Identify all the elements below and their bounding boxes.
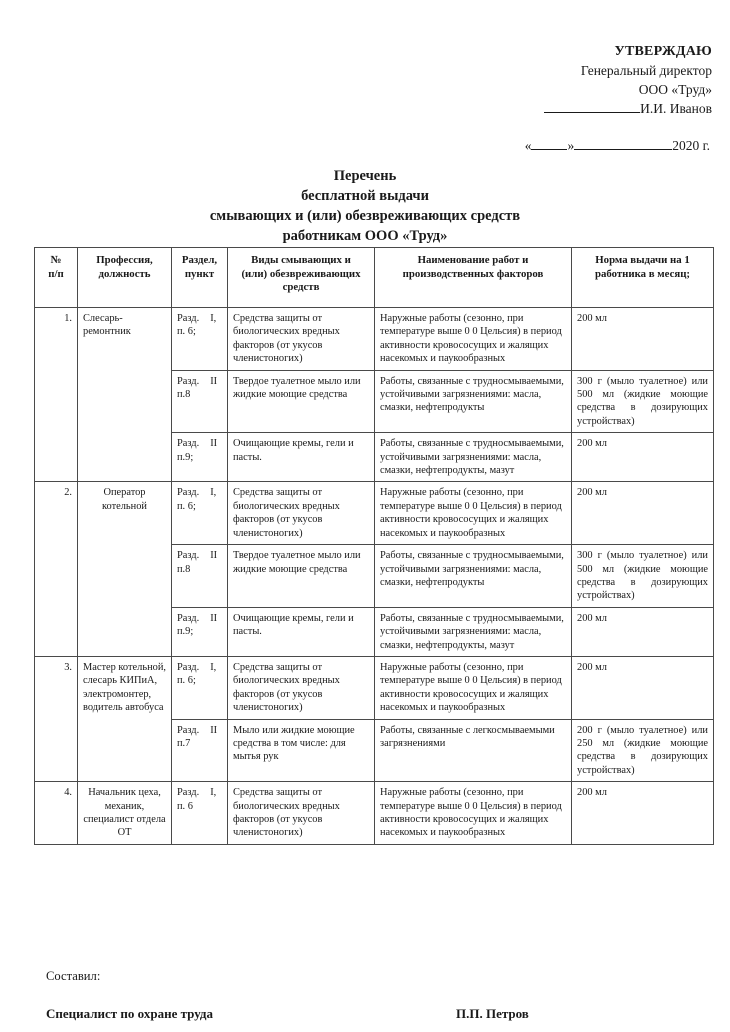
table-header-cell-2	[172, 248, 228, 308]
approval-block	[412, 42, 712, 155]
day-blank	[531, 149, 567, 150]
section-word: Разд.	[177, 438, 200, 450]
section-line-2: п. 6;	[177, 675, 196, 687]
profession-cell: Начальник цеха, механик, специалист отдела ОТ	[78, 782, 172, 845]
approval-date-line	[412, 136, 712, 155]
approval-heading: УТВЕРЖДАЮ	[614, 44, 712, 59]
header-line: Раздел,	[181, 254, 218, 266]
approval-signature-line	[412, 99, 712, 118]
header-line: должность	[98, 267, 151, 280]
section-line-2: п. 6;	[177, 500, 196, 512]
table-header-cell-4	[375, 248, 572, 308]
section-roman: II	[210, 612, 218, 624]
table-header-cell-1	[78, 248, 172, 308]
section-line-1	[177, 375, 222, 388]
section-word: Разд.	[177, 487, 200, 499]
section-line-2: п.8	[177, 389, 191, 401]
section-line-1	[177, 549, 222, 562]
section-roman: II	[210, 438, 218, 450]
norm-cell: 200 мл	[572, 482, 714, 545]
composed-by-label: Составил:	[46, 969, 101, 983]
section-word: Разд.	[177, 612, 200, 624]
means-type-cell: Мыло или жидкие моющие средства в том числе: для мытья рук	[228, 719, 375, 782]
section-roman: II	[210, 550, 218, 562]
means-type-cell: Средства защиты от биологических вредных факторов (от укусов членистоногих)	[228, 482, 375, 545]
table-row	[35, 308, 714, 371]
section-point-cell	[172, 433, 228, 482]
section-word: Разд.	[177, 550, 200, 562]
table-body	[35, 308, 714, 845]
section-word: Разд.	[177, 661, 200, 673]
header-line: Профессия,	[96, 254, 153, 266]
title-line-4: работникам ООО «Труд»	[282, 228, 448, 244]
section-point-cell	[172, 370, 228, 433]
row-number: 1.	[35, 308, 78, 482]
means-type-cell: Средства защиты от биологических вредных факторов (от укусов членистоногих)	[228, 308, 375, 371]
means-type-cell: Средства защиты от биологических вредных факторов (от укусов членистоногих)	[228, 782, 375, 845]
norm-cell: 200 мл	[572, 607, 714, 656]
norm-cell: 300 г (мыло туалетное) или 500 мл (жидкие моющие средства в дозирующих устройствах)	[572, 370, 714, 433]
section-line-1	[177, 612, 222, 625]
section-point-cell	[172, 656, 228, 719]
works-factors-cell: Наружные работы (сезонно, при температуре выше 0 0 Цельсия) в период активности кровососущих и жалящих насекомых и паукообразных	[375, 782, 572, 845]
means-type-cell: Твердое туалетное мыло или жидкие моющие средства	[228, 545, 375, 608]
document-footer	[46, 969, 706, 1022]
section-point-cell	[172, 719, 228, 782]
norm-cell: 200 мл	[572, 782, 714, 845]
approval-year: 2020 г.	[672, 138, 710, 153]
works-factors-cell: Наружные работы (сезонно, при температуре выше 0 0 Цельсия) в период активности кровососущих и жалящих насекомых и паукообразных	[375, 656, 572, 719]
page-title	[0, 166, 730, 246]
works-factors-cell: Работы, связанные с трудносмываемыми, устойчивыми загрязнениями: масла, смазки, нефтепродукты	[375, 545, 572, 608]
means-type-cell: Очищающие кремы, гели и пасты.	[228, 433, 375, 482]
section-line-2: п.8	[177, 563, 191, 575]
signer-name: П.П. Петров	[456, 1006, 529, 1021]
table-header	[35, 248, 714, 308]
means-type-cell: Твердое туалетное мыло или жидкие моющие средства	[228, 370, 375, 433]
table-header-cell-5	[572, 248, 714, 308]
table-row	[35, 782, 714, 845]
row-number: 3.	[35, 656, 78, 781]
header-line: пункт	[184, 267, 215, 280]
table-row	[35, 482, 714, 545]
header-line: №	[50, 254, 62, 266]
header-line: работника в месяц;	[594, 267, 691, 280]
section-point-cell	[172, 607, 228, 656]
row-number: 4.	[35, 782, 78, 845]
norm-cell: 200 мл	[572, 433, 714, 482]
header-line: (или) обезвреживающих	[241, 267, 361, 280]
norm-cell: 200 г (мыло туалетное) или 250 мл (жидкие моющие средства в дозирующих устройствах)	[572, 719, 714, 782]
section-roman: II	[210, 724, 218, 736]
section-word: Разд.	[177, 787, 200, 799]
section-line-1	[177, 486, 222, 499]
means-type-cell: Очищающие кремы, гели и пасты.	[228, 607, 375, 656]
header-line: Виды смывающих и	[251, 254, 351, 266]
section-line-1	[177, 724, 222, 737]
section-roman: I,	[210, 313, 217, 324]
section-roman: I,	[210, 487, 217, 499]
works-factors-cell: Работы, связанные с трудносмываемыми, устойчивыми загрязнениями: масла, смазки, нефтепродукты, мазут	[375, 433, 572, 482]
profession-cell: Мастер котельной, слесарь КИПиА, электромонтер, водитель автобуса	[78, 656, 172, 781]
norm-cell: 200 мл	[572, 656, 714, 719]
header-line: Норма выдачи на 1	[595, 254, 690, 266]
norm-cell: 300 г (мыло туалетное) или 500 мл (жидкие моющие средства в дозирующих устройствах)	[572, 545, 714, 608]
section-line-2: п. 6	[177, 800, 193, 812]
section-point-cell	[172, 482, 228, 545]
works-factors-cell: Работы, связанные с трудносмываемыми, устойчивыми загрязнениями: масла, смазки, нефтепродукты	[375, 370, 572, 433]
table-header-cell-3	[228, 248, 375, 308]
section-word: Разд.	[177, 313, 200, 324]
profession-cell: Оператор котельной	[78, 482, 172, 656]
title-line-2: бесплатной выдачи	[301, 188, 429, 204]
section-line-1	[177, 786, 222, 799]
header-line: п/п	[48, 267, 64, 280]
section-line-2: п.9;	[177, 626, 194, 638]
footer-signature-row	[46, 1006, 706, 1022]
title-line-3: смывающих и (или) обезвреживающих средств	[209, 208, 521, 224]
section-point-cell	[172, 782, 228, 845]
month-blank	[574, 149, 672, 150]
approval-signer: И.И. Иванов	[640, 101, 712, 116]
table-row	[35, 656, 714, 719]
profession-cell: Слесарь-ремонтник	[78, 308, 172, 482]
section-roman: II	[210, 375, 218, 387]
section-line-2: п.9;	[177, 451, 194, 463]
date-close-quote: »	[567, 138, 575, 153]
section-roman: I,	[210, 661, 217, 673]
section-line-1	[177, 312, 222, 325]
row-number: 2.	[35, 482, 78, 656]
section-line-2: п. 6;	[177, 326, 196, 338]
works-factors-cell: Наружные работы (сезонно, при температуре выше 0 0 Цельсия) в период активности кровососущих и жалящих насекомых и паукообразных	[375, 482, 572, 545]
table-header-cell-0	[35, 248, 78, 308]
header-line: производственных факторов	[402, 267, 544, 280]
section-line-2: п.7	[177, 737, 191, 749]
works-factors-cell: Наружные работы (сезонно, при температуре выше 0 0 Цельсия) в период активности кровососущих и жалящих насекомых и паукообразных	[375, 308, 572, 371]
approval-position: Генеральный директор	[580, 63, 712, 78]
means-issue-table-wrapper	[34, 247, 713, 845]
means-type-cell: Средства защиты от биологических вредных факторов (от укусов членистоногих)	[228, 656, 375, 719]
approval-company: ООО «Труд»	[638, 82, 712, 97]
date-open-quote: «	[524, 138, 532, 153]
section-roman: I,	[210, 787, 217, 799]
norm-cell: 200 мл	[572, 308, 714, 371]
section-word: Разд.	[177, 375, 200, 387]
signature-blank-line	[544, 112, 640, 113]
signer-position: Специалист по охране труда	[46, 1006, 213, 1021]
section-word: Разд.	[177, 724, 200, 736]
section-point-cell	[172, 545, 228, 608]
works-factors-cell: Работы, связанные с трудносмываемыми, устойчивыми загрязнениями: масла, смазки, нефтепродукты, мазут	[375, 607, 572, 656]
header-line: Наименование работ и	[417, 254, 529, 266]
section-line-1	[177, 661, 222, 674]
section-point-cell	[172, 308, 228, 371]
means-issue-table	[34, 247, 714, 845]
works-factors-cell: Работы, связанные с легкосмываемыми загрязнениями	[375, 719, 572, 782]
section-line-1	[177, 437, 222, 450]
header-line: средств	[282, 281, 320, 294]
title-line-1: Перечень	[333, 168, 397, 184]
table-header-row	[35, 248, 714, 308]
